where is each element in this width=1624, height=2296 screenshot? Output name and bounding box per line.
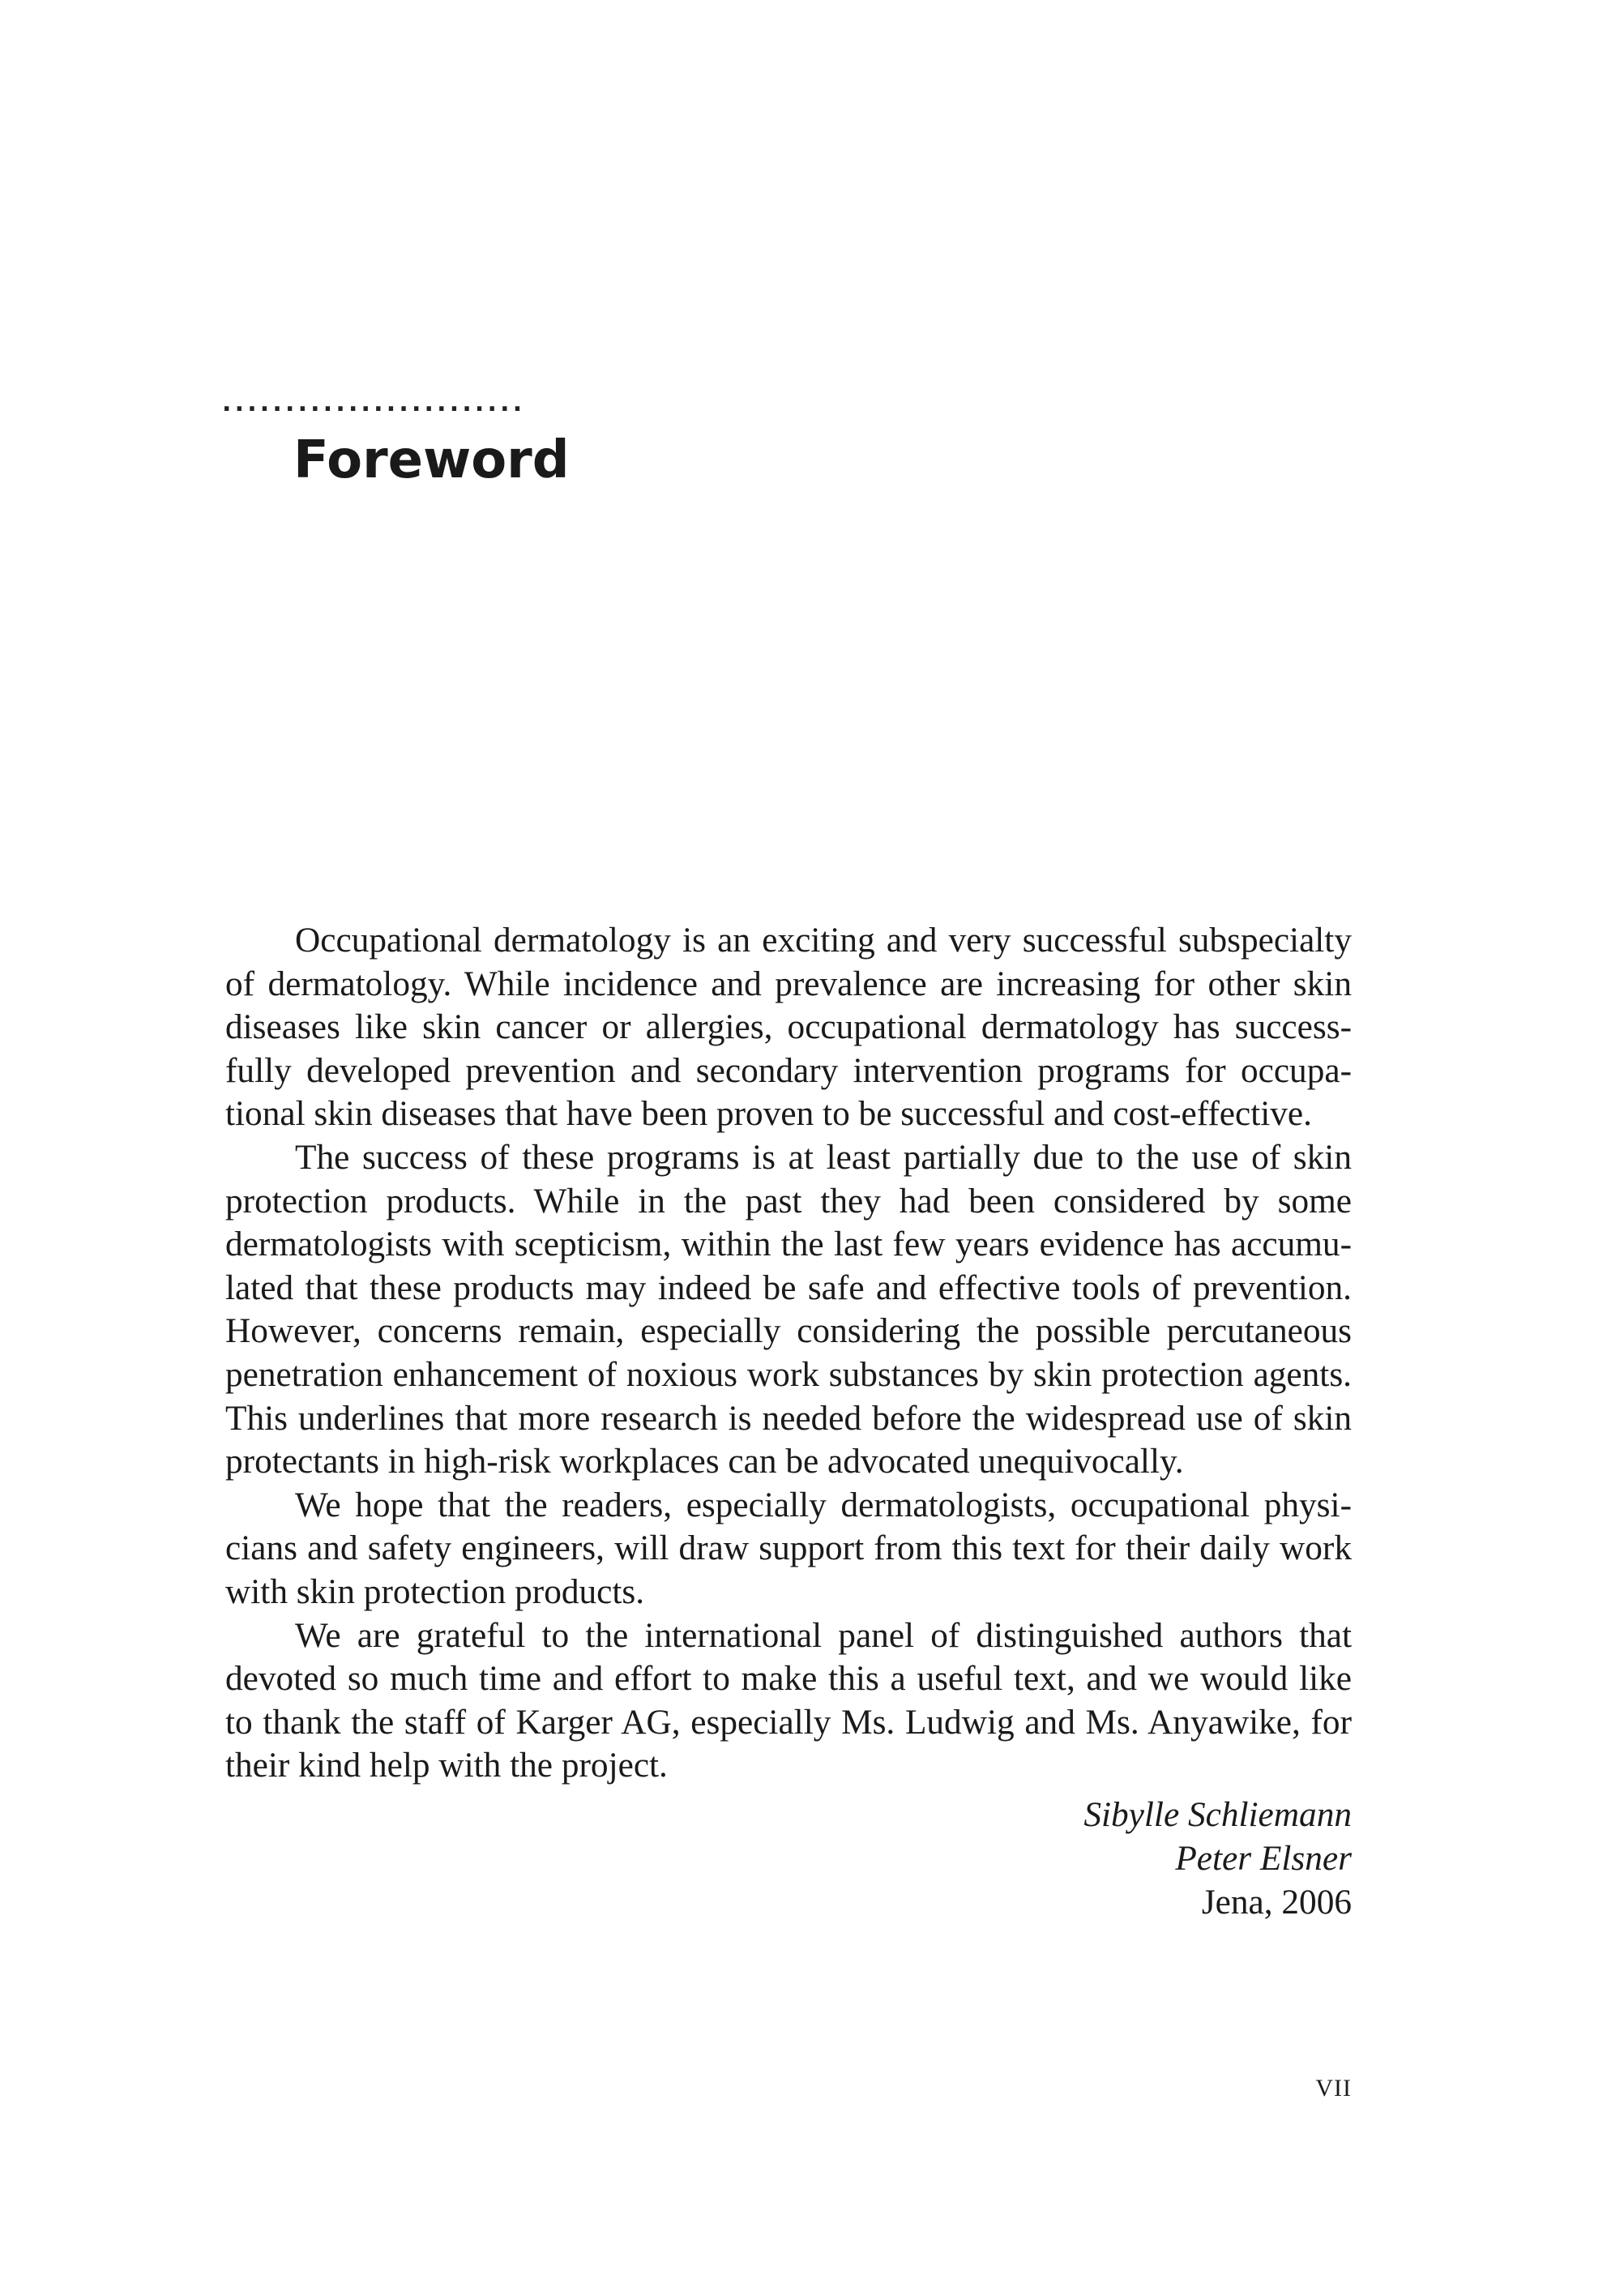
signature-block	[1083, 1793, 1352, 1924]
place-date: Jena, 2006	[1201, 1883, 1352, 1922]
dotted-rule: ........................	[222, 389, 526, 417]
page-number: VII	[1315, 2075, 1352, 2101]
paragraph: We are grateful to the international panel of distinguished authors that devoted so much time and effort to make this a useful text, and we would like to thank the staff of Karger AG, especially Ms. Ludwig and Ms. Anyawike, for their kind help with the project.	[225, 1615, 1352, 1785]
page-title: Foreword	[293, 430, 570, 490]
paragraph: We hope that the readers, especially dermatologists, occupational physicians and safety engineers, will draw support from this text for their daily work with skin protection products.	[225, 1485, 1352, 1611]
author-name: Sibylle Schliemann	[1083, 1795, 1352, 1834]
author-name: Peter Elsner	[1175, 1839, 1352, 1878]
paragraph: Occupational dermatology is an exciting and very successful subspecialty of dermatology. While incidence and prevalence are increasing for other skin diseases like skin cancer or allergies, occupational dermatology has successfully developed prevention and secondary intervention programs for occupational skin diseases that have been proven to be successful and cost-effective.	[225, 921, 1352, 1134]
foreword-body	[225, 919, 1352, 1788]
paragraph: The success of these programs is at least partially due to the use of skin protection products. While in the past they had been considered by some dermatologists with scepticism, within the last few years evidence has accumulated that these products may indeed be safe and effective tools of prevention. However, concerns remain, especially considering the possible percutaneous penetration enhancement of noxious work substances by skin protection agents. This underlines that more research is needed before the widespread use of skin protectants in high-risk workplaces can be advocated unequivocally.	[225, 1137, 1352, 1481]
